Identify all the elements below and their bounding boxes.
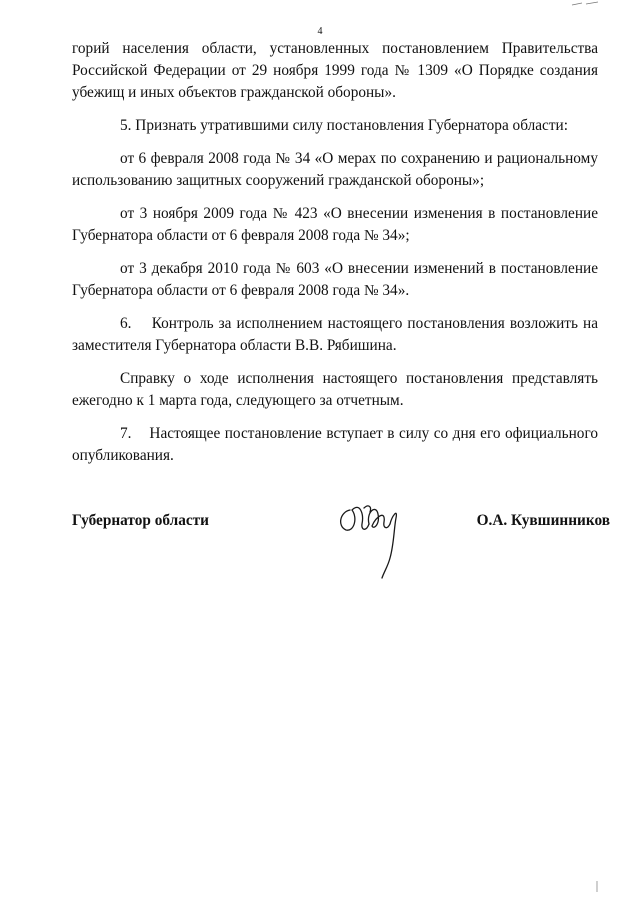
paragraph-annual-report: Справку о ходе исполнения настоящего постановления представлять ежегодно к 1 марта года, следующего за отчетным.	[72, 370, 598, 409]
signer-name: О.А. Кувшинников	[476, 512, 610, 529]
scan-edge-mark-bottom	[594, 880, 600, 894]
paragraph-repeal-decree-603: от 3 декабря 2010 года № 603 «О внесении изменений в постановление Губернатора области от 6 февраля 2008 года № 34».	[72, 260, 598, 299]
signer-title: Губернатор области	[72, 512, 209, 529]
paragraph-continuation: горий населения области, установленных постановлением Правительства Российской Федерации от 29 ноября 1999 года № 1309 «О Порядке создания убежищ и иных объектов гражданской обороны».	[72, 40, 598, 101]
paragraph-repeal-decree-423: от 3 ноября 2009 года № 423 «О внесении изменения в постановление Губернатора области от 6 февраля 2008 года № 34»;	[72, 205, 598, 244]
scan-edge-mark-top	[570, 0, 600, 8]
paragraph-item-5: 5. Признать утратившими силу постановления Губернатора области:	[120, 117, 568, 134]
paragraph-item-6: 6. Контроль за исполнением настоящего постановления возложить на заместителя Губернатора области В.В. Рябишина.	[72, 315, 602, 354]
page-number: 4	[317, 26, 323, 37]
document-body	[72, 38, 602, 478]
paragraph-repeal-decree-34: от 6 февраля 2008 года № 34 «О мерах по сохранению и рациональному использованию защитных сооружений гражданской обороны»;	[72, 150, 598, 189]
paragraph-item-7: 7. Настоящее постановление вступает в силу со дня его официального опубликования.	[72, 425, 602, 464]
signature-block	[72, 512, 610, 612]
handwritten-signature	[334, 494, 414, 584]
